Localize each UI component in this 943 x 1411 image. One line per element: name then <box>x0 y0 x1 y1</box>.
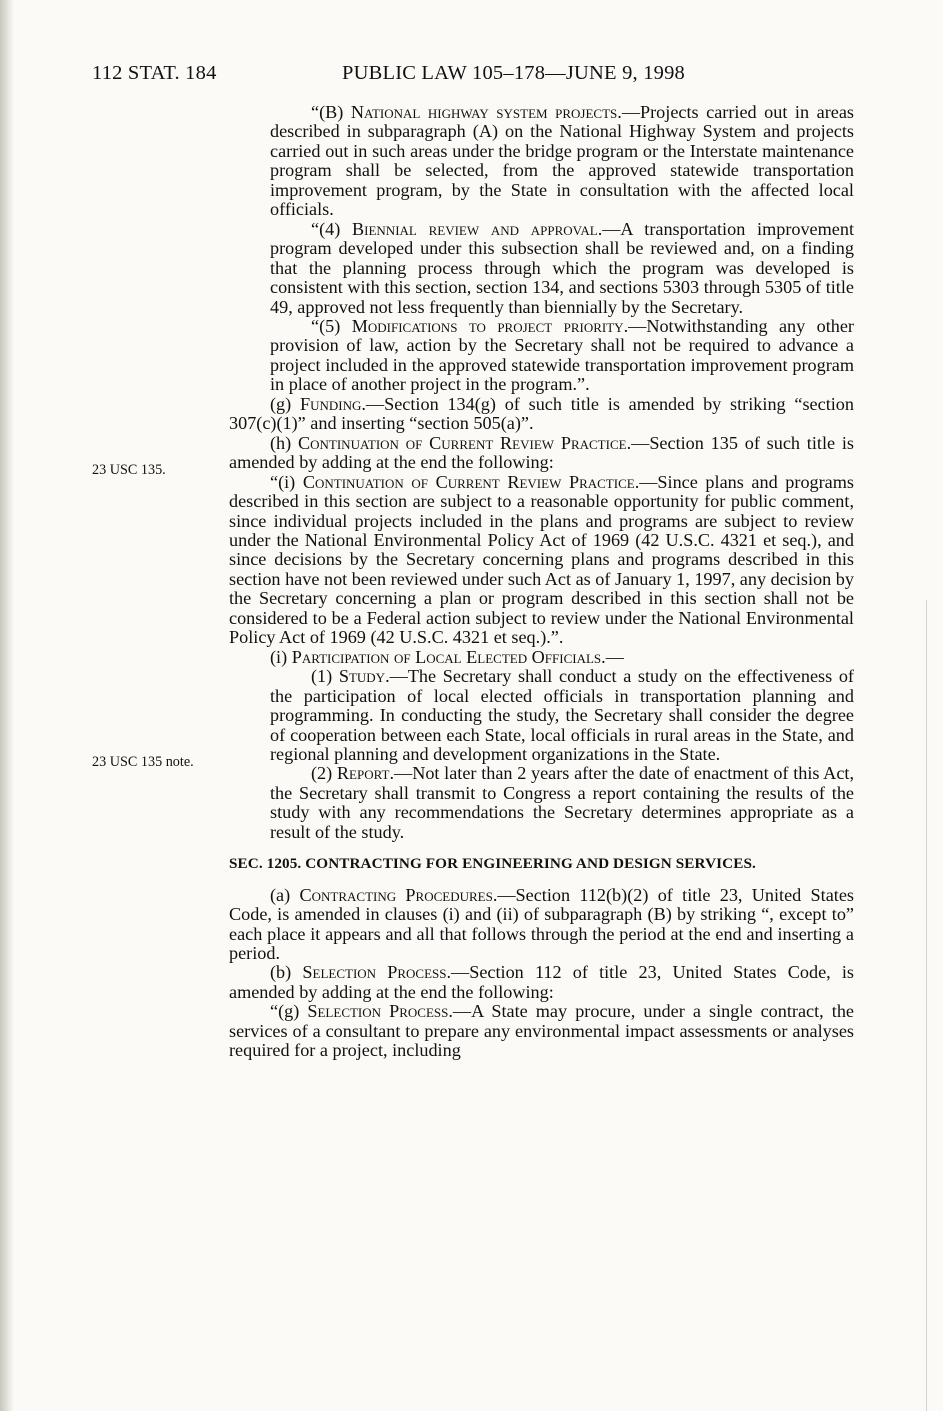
paragraph-4: “(4) Biennial review and approval.—A transportation improvement program developed under this subsection shall be reviewed and, on a finding that the planning process through which the program was developed is consistent with this section, section 134, and sections 5303 through 5305 of title 49, approved not less frequently than biennially by the Secretary. <box>270 218 854 317</box>
page-edge-line <box>926 600 927 1411</box>
margin-note-i: 23 USC 135 note. <box>92 754 194 770</box>
paragraph-sec-g-heading: Selection Process <box>307 1001 449 1022</box>
paragraph-i: (i) Participation of Local Elected Officials.— <box>270 646 624 667</box>
paragraph-sec-a-heading: Contracting Procedures <box>299 884 493 905</box>
paragraph-sec-b-heading: Selection Process <box>302 962 447 983</box>
paragraph-i-1: (1) Study.—The Secretary shall conduct a study on the effectiveness of the participation of local elected officials in transportation planning and programming. In conducting the study, the Secretary shall consider the degree of cooperation between each State, local officials in rural areas in the State, and regional planning and development organizations in the State. <box>270 666 854 764</box>
law-title: PUBLIC LAW 105–178—JUNE 9, 1998 <box>342 62 685 84</box>
paragraph-h-heading: Continuation of Current Review Practice <box>298 432 627 453</box>
paragraph-b-heading: National highway system projects <box>350 102 618 122</box>
paragraph-h: (h) Continuation of Current Review Practice.—Section 135 of such title is amended by adding at the end the following: <box>229 432 854 473</box>
paragraph-5-heading: Modifications to project priority <box>351 315 624 336</box>
paragraph-sec-g: “(g) Selection Process.—A State may procure, under a single contract, the services of a consultant to prepare any environmental impact assessments or analyses required for a project, including <box>229 1001 855 1061</box>
body-text <box>229 103 854 1061</box>
paragraph-h-i-heading: Continuation of Current Review Practice <box>302 471 635 492</box>
margin-note-g: 23 USC 135. <box>92 462 166 478</box>
paragraph-i-1-heading: Study <box>338 666 386 687</box>
paragraph-i-2-heading: Report <box>336 763 390 784</box>
paragraph-g-heading: Funding <box>299 393 362 414</box>
page-edge-shadow <box>0 0 14 1411</box>
paragraph-g: (g) Funding.—Section 134(g) of such title is amended by striking “section 307(c)(1)” and inserting “section 505(a)”. <box>229 393 854 434</box>
paragraph-5: “(5) Modifications to project priority.—Notwithstanding any other provision of law, action by the Secretary shall not be required to advance a project included in the approved statewide transportation improvement program in place of another project in the program.”. <box>270 315 854 395</box>
paragraph-i-2: (2) Report.—Not later than 2 years after the date of enactment of this Act, the Secretary shall transmit to Congress a report containing the results of the study with any recommendations the Secretary determines appropriate as a result of the study. <box>270 763 854 842</box>
paragraph-i-heading: Participation of Local Elected Officials <box>291 646 602 667</box>
paragraph-h-i: “(i) Continuation of Current Review Practice.—Since plans and programs described in this section are subject to a reasonable opportunity for public comment, since individual projects included in the plans and programs are subject to review under the National Environmental Policy Act of 1969 (42 U.S.C. 4321 et seq.), and since decisions by the Secretary concerning plans and programs described in this section have not been reviewed under such Act as of January 1, 1997, any decision by the Secretary concerning a plan or program described in this section shall not be considered to be a Federal action subject to review under the National Environmental Policy Act of 1969 (42 U.S.C. 4321 et seq.).”. <box>229 471 854 648</box>
paragraph-sec-b: (b) Selection Process.—Section 112 of title 23, United States Code, is amended by adding at the end the following: <box>229 962 854 1002</box>
stat-reference: 112 STAT. 184 <box>92 62 217 84</box>
section-gap <box>229 842 854 854</box>
paragraph-sec-a: (a) Contracting Procedures.—Section 112(b)(2) of title 23, United States Code, is amended in clauses (i) and (ii) of subparagraph (B) by striking “, except to” each place it appears and all that follows through the period at the end and inserting a period. <box>229 884 855 964</box>
section-heading: SEC. 1205. CONTRACTING FOR ENGINEERING AND DESIGN SERVICES. <box>229 855 756 873</box>
paragraph-4-heading: Biennial review and approval <box>352 218 598 239</box>
paragraph-b: “(B) National highway system projects.—Projects carried out in areas described in subparagraph (A) on the National Highway System and projects carried out in such areas under the bridge program or the Interstate maintenance program shall be selected, from the approved statewide transportation improvement program, by the State in consultation with the affected local officials. <box>270 102 854 220</box>
